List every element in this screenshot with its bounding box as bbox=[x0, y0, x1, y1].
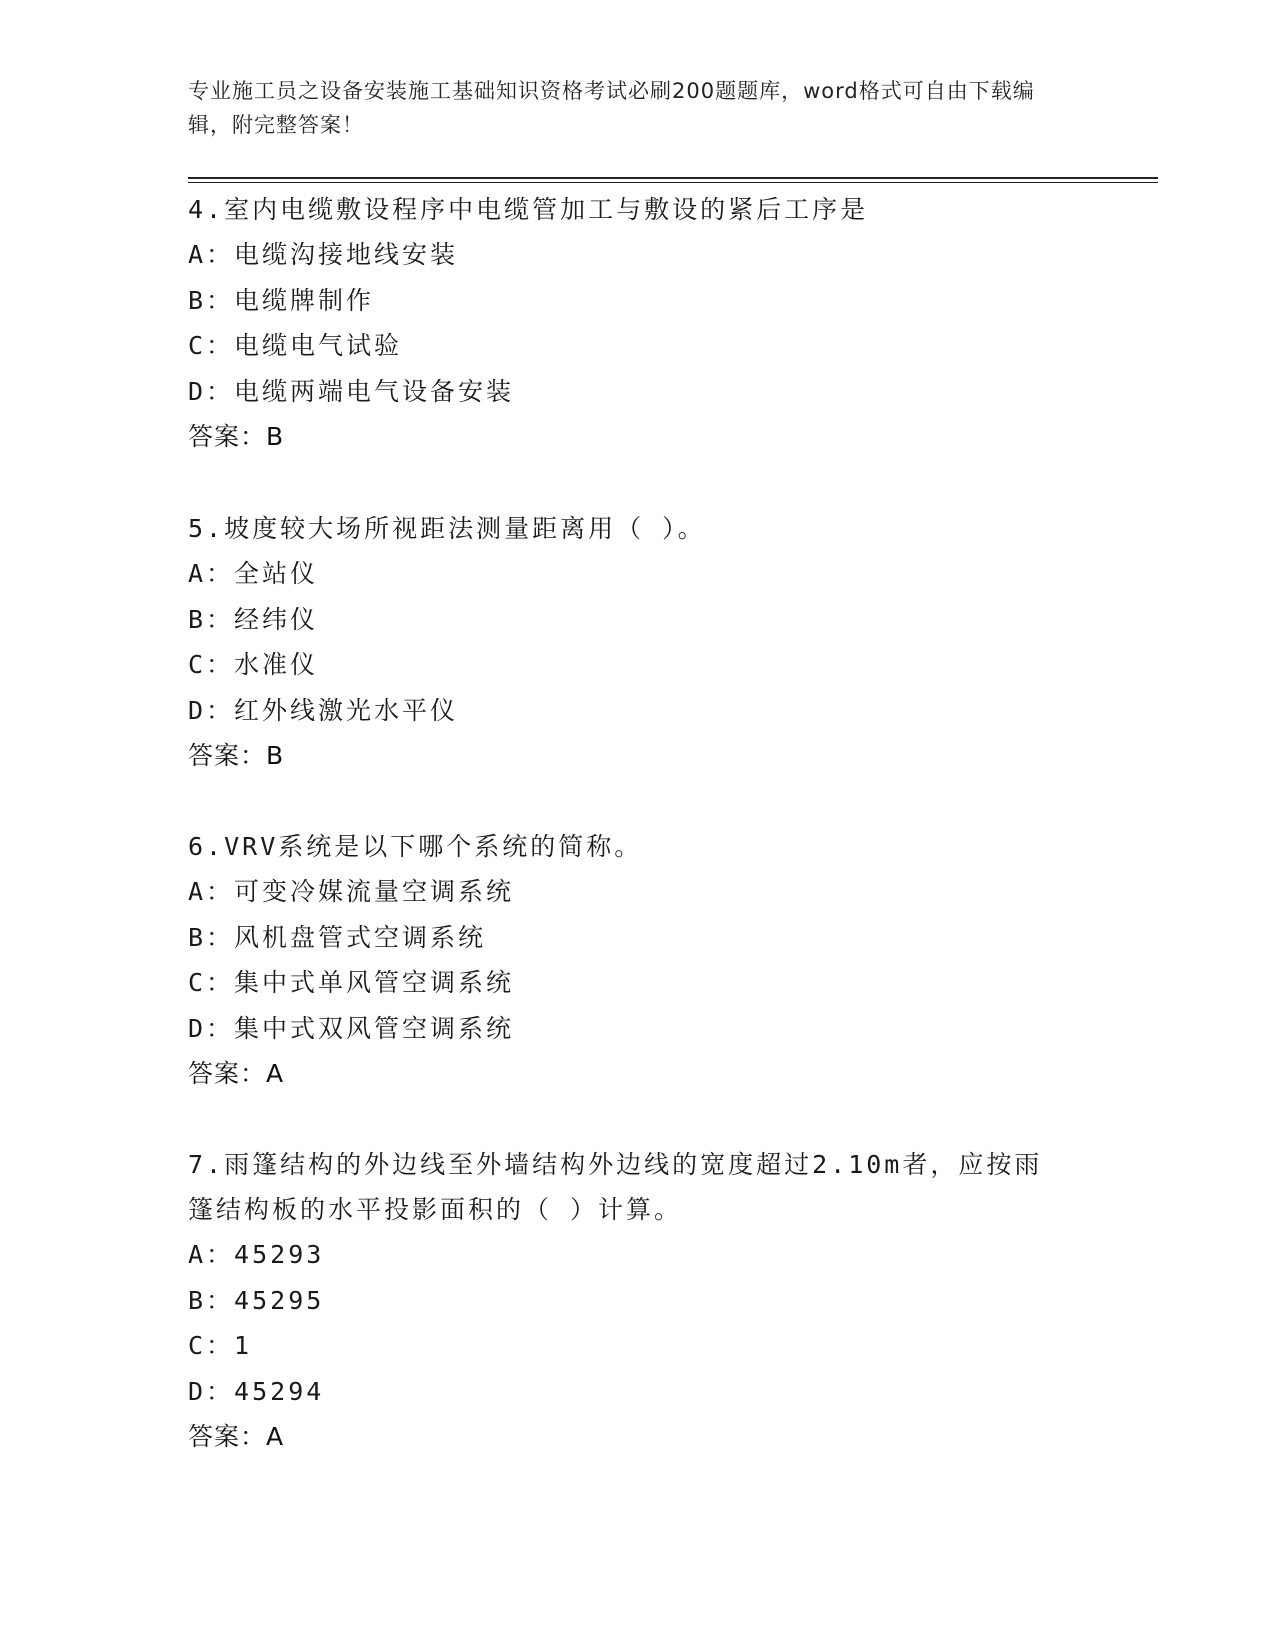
answer: 答案：B bbox=[188, 741, 285, 770]
option-a: A：45293 bbox=[188, 1240, 325, 1269]
option-c: C：1 bbox=[188, 1331, 253, 1360]
option-d: D：电缆两端电气设备安装 bbox=[188, 376, 515, 406]
question-stem: 5.坡度较大场所视距法测量距离用（ ）。 bbox=[188, 514, 706, 543]
answer: 答案：B bbox=[188, 422, 285, 451]
question-stem: 6.VRV系统是以下哪个系统的简称。 bbox=[188, 832, 643, 861]
option-c: C：电缆电气试验 bbox=[188, 331, 403, 360]
option-c: C：水准仪 bbox=[188, 650, 319, 679]
option-c: C：集中式单风管空调系统 bbox=[188, 968, 515, 997]
header-divider-top bbox=[188, 177, 1158, 179]
option-a: A：可变冷媒流量空调系统 bbox=[188, 877, 515, 906]
option-b: B：电缆牌制作 bbox=[188, 285, 375, 315]
question-block-7 bbox=[188, 1142, 1068, 1460]
option-a: A：全站仪 bbox=[188, 559, 319, 588]
option-a: A：电缆沟接地线安装 bbox=[188, 240, 459, 269]
option-b: B：经纬仪 bbox=[188, 604, 319, 634]
header-divider-bottom bbox=[188, 182, 1158, 183]
question-block-5 bbox=[188, 506, 1068, 779]
question-block-6 bbox=[188, 824, 1068, 1097]
option-b: B：45295 bbox=[188, 1285, 325, 1315]
question-block-4 bbox=[188, 187, 1068, 460]
document-header: 专业施工员之设备安装施工基础知识资格考试必刷200题题库，word格式可自由下载编辑，附完整答案！ bbox=[188, 79, 1035, 137]
option-d: D：45294 bbox=[188, 1376, 325, 1406]
question-stem: 4.室内电缆敷设程序中电缆管加工与敷设的紧后工序是 bbox=[188, 195, 869, 224]
option-d: D：红外线激光水平仪 bbox=[188, 695, 459, 725]
option-b: B：风机盘管式空调系统 bbox=[188, 922, 487, 952]
answer: 答案：A bbox=[188, 1059, 285, 1088]
question-stem: 7.雨篷结构的外边线至外墙结构外边线的宽度超过2.10m者，应按雨篷结构板的水平投影面积的（ ）计算。 bbox=[188, 1150, 1043, 1224]
answer: 答案：A bbox=[188, 1422, 285, 1451]
option-d: D：集中式双风管空调系统 bbox=[188, 1013, 515, 1043]
